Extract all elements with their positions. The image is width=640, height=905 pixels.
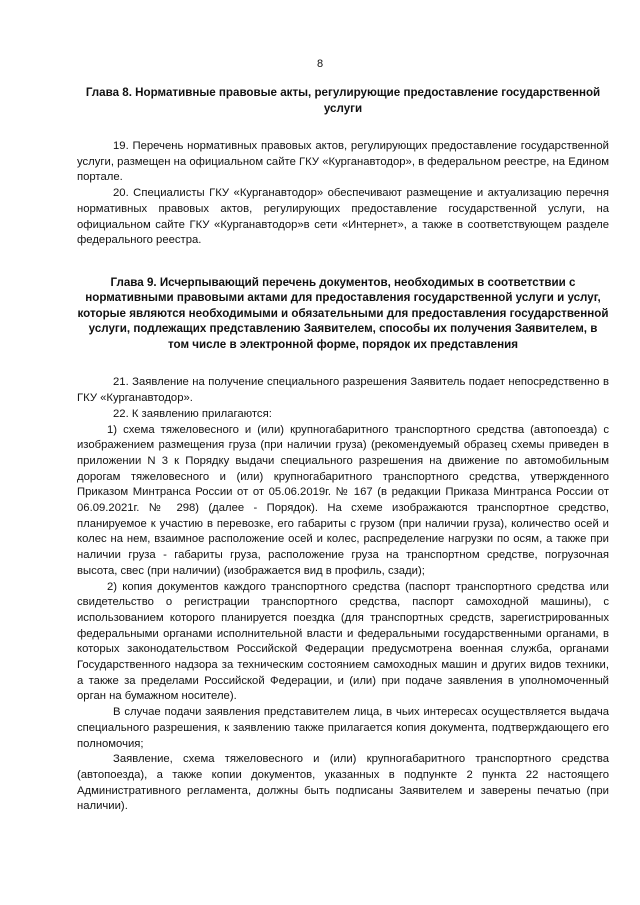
chapter-9-heading: Глава 9. Исчерпывающий перечень документов, необходимых в соответствии с нормативными правовыми актами для предоставления государственной услуги и услуг, которые являются необходимыми и обязательными для предоставления государственной услуги, подлежащих представлению Заявителем, способы их получения Заявителем, в том числе в электронной форме, порядок их представления [77, 275, 609, 351]
paragraph-21: 21. Заявление на получение специального разрешения Заявитель подает непосредственно в ГКУ «Курганавтодор». [77, 376, 609, 405]
paragraph-19: 19. Перечень нормативных правовых актов, регулирующих предоставление государственной услуги, размещен на официальном сайте ГКУ «Курганавтодор», в федеральном реестре, на Едином портале. [77, 140, 609, 184]
chapter-9-section [77, 375, 609, 815]
representative-paragraph: В случае подачи заявления представителем лица, в чьих интересах осуществляется выдача специального разрешения, к заявлению также прилагается копия документа, подтверждающего его полномочия; [77, 706, 609, 750]
list-item-1: 1) схема тяжеловесного и (или) крупногабаритного транспортного средства (автопоезда) с изображением размещения груза (при наличии груза) (рекомендуемый образец схемы приведен в приложении N 3 к Порядку выдачи специального разрешения на движение по автомобильным дорогам тяжеловесного и (или) крупногабаритного транспортного средства, утвержденного Приказом Минтранса России от от 05.06.2019г. № 167 (в редакции Приказа Минтранса России от 06.09.2021г. № 298) (далее - Порядок). На схеме изображаются транспортное средство, планируемое к участию в перевозке, его габариты с грузом (при наличии груза), количество осей и колес на нем, взаимное расположение осей и колес, распределение нагрузки по осям, а также при наличии груза - габариты груза, расположение груза на транспортном средстве, погрузочная высота, свес (при наличии) (изображается вид в профиль, сзади); [77, 423, 609, 577]
list-item-2: 2) копия документов каждого транспортного средства (паспорт транспортного средства или свидетельство о регистрации транспортного средства, паспорт самоходной машины), с использованием которого планируется поездка (для транспортных средств, зарегистрированных федеральными органами исполнительной власти и федеральными государственными органами, в которых законодательством Российской Федерации предусмотрена военная служба, органами Государственного надзора за техническим состоянием самоходных машин и других видов техники, а также за пределами Российской Федерации, и (или) при подаче заявления в уполномоченный орган на бумажном носителе). [77, 580, 609, 703]
signature-requirement-paragraph: Заявление, схема тяжеловесного и (или) крупногабаритного транспортного средства (автопоезда), а также копии документов, указанных в подпункте 2 пункта 22 настоящего Административного регламента, должны быть подписаны Заявителем и заверены печатью (при наличии). [77, 753, 609, 813]
page-number: 8 [316, 58, 324, 70]
chapter-8-section [77, 139, 609, 249]
document-body [77, 85, 609, 815]
paragraph-22: 22. К заявлению прилагаются: [113, 407, 272, 420]
paragraph-20: 20. Специалисты ГКУ «Курганавтодор» обеспечивают размещение и актуализацию перечня нормативных правовых актов, регулирующих предоставление государственной услуги, на официальном сайте ГКУ «Курганавтодор»в сети «Интернет», а также в соответствующем разделе федерального реестра. [77, 187, 609, 247]
chapter-8-heading: Глава 8. Нормативные правовые акты, регулирующие предоставление государственной услуги [85, 86, 601, 115]
